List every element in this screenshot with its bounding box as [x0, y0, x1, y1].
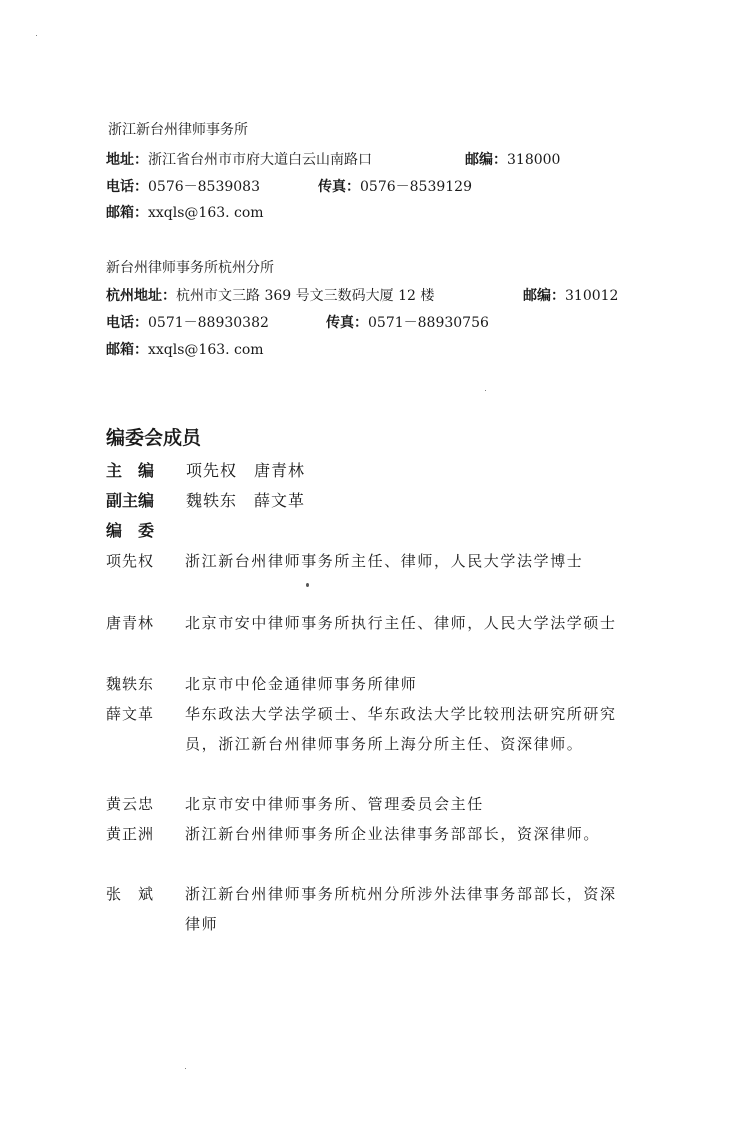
- office1-phone-line: [106, 178, 260, 196]
- office2-email-line: [106, 341, 264, 359]
- office2-address: 杭州市文三路 369 号文三数码大厦 12 楼: [176, 288, 435, 304]
- office1-address-label: 地址：: [106, 152, 148, 168]
- office1-name: 浙江新台州律师事务所: [108, 122, 248, 138]
- member-desc: 北京市中伦金通律师事务所律师: [185, 675, 418, 693]
- office1-fax-line: [318, 178, 472, 196]
- office1-email-line: [106, 204, 264, 222]
- chief-editor-names: 项先权 唐青林: [186, 461, 306, 480]
- scan-speck: [36, 35, 37, 36]
- office1-fax-label: 传真：: [318, 179, 360, 195]
- office2-phone-label: 电话：: [106, 315, 148, 331]
- office2-email: xxqls@163. com: [148, 342, 264, 358]
- office1-fax: 0576－8539129: [360, 179, 472, 195]
- member-desc: 华东政法大学法学硕士、华东政法大学比较刑法研究所研究员，浙江新台州律师事务所上海分所主任、资深律师。: [185, 705, 617, 753]
- member-desc: 北京市安中律师事务所、管理委员会主任: [185, 795, 484, 813]
- office2-postcode-label: 邮编：: [523, 288, 565, 304]
- member-name: 黄云忠: [106, 795, 155, 813]
- office2-address-line: [106, 287, 434, 305]
- member-name: 黄正洲: [106, 825, 155, 843]
- office2-address-label: 杭州地址：: [106, 288, 176, 304]
- office2-postcode: 310012: [565, 288, 619, 304]
- office1-postcode: 318000: [507, 152, 561, 168]
- office1-phone-label: 电话：: [106, 179, 148, 195]
- office2-email-label: 邮箱：: [106, 342, 148, 358]
- office1-email: xxqls@163. com: [148, 205, 264, 221]
- scan-speck: [485, 390, 486, 391]
- member-name: 张 斌: [106, 885, 155, 903]
- member-name: 魏轶东: [106, 675, 155, 693]
- office2-fax: 0571－88930756: [368, 315, 489, 331]
- office1-email-label: 邮箱：: [106, 205, 148, 221]
- office1-postcode-label: 邮编：: [465, 152, 507, 168]
- office2-fax-label: 传真：: [326, 315, 368, 331]
- office2-postcode-line: [523, 287, 618, 305]
- member-desc: 浙江新台州律师事务所主任、律师，人民大学法学博士: [185, 552, 584, 570]
- member-desc: 北京市安中律师事务所执行主任、律师，人民大学法学硕士: [185, 614, 617, 632]
- member-name: 项先权: [106, 552, 155, 570]
- scan-speck: [185, 1068, 186, 1069]
- office2-fax-line: [326, 314, 489, 332]
- office2-phone-line: [106, 314, 269, 332]
- office2-name: 新台州律师事务所杭州分所: [106, 260, 274, 276]
- members-label: 编 委: [106, 521, 155, 540]
- office1-phone: 0576－8539083: [148, 179, 260, 195]
- chief-editor-label: 主 编: [106, 461, 155, 480]
- office1-address: 浙江省台州市市府大道白云山南路口: [148, 152, 372, 168]
- scan-speck: [306, 583, 309, 587]
- member-desc: 浙江新台州律师事务所企业法律事务部部长，资深律师。: [185, 825, 601, 843]
- member-desc: 浙江新台州律师事务所杭州分所涉外法律事务部部长，资深律师: [185, 885, 617, 933]
- deputy-editor-names: 魏轶东 薛文革: [186, 491, 306, 510]
- committee-heading: 编委会成员: [106, 427, 202, 449]
- office1-postcode-line: [465, 151, 560, 169]
- office2-phone: 0571－88930382: [148, 315, 269, 331]
- member-name: 唐青林: [106, 614, 155, 632]
- deputy-editor-label: 副主编: [106, 491, 155, 510]
- office1-address-line: [106, 151, 372, 169]
- member-name: 薛文革: [106, 705, 155, 723]
